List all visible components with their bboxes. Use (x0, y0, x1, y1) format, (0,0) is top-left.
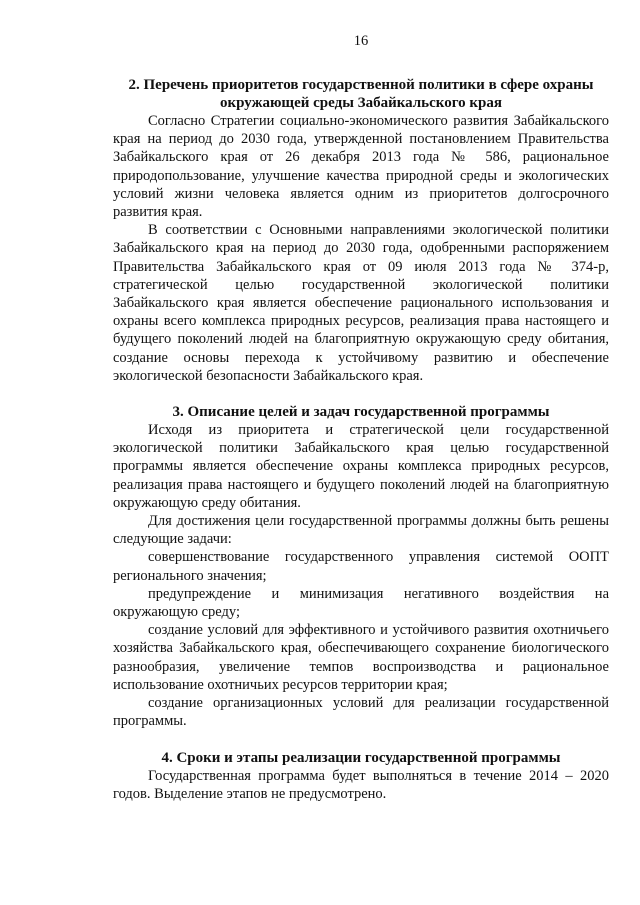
paragraph: В соответствии с Основными направлениями экологической политики Забайкальского края на период до 2030 года, одобренными распоряжением Правительства Забайкальского края от 09 июля 2013 года № 374-р, стратегической целью государственной экологической политики Забайкальского края является обеспечение рационального использования и охраны всего комплекса природных ресурсов, реализация права настоящего и будущего поколений людей на благоприятную окружающую среду обитания, создание основы перехода к устойчивому развитию и обеспечение экологической безопасности Забайкальского края. (113, 222, 609, 384)
section-timeline (113, 749, 609, 803)
section-heading: 4. Сроки и этапы реализации государственной программы (161, 749, 561, 766)
section-heading-line: 2. Перечень приоритетов государственной политики в сфере охраны (128, 77, 594, 93)
section-heading-line: окружающей среды Забайкальского края (220, 95, 502, 111)
section-heading: 3. Описание целей и задач государственной программы (172, 404, 550, 421)
section-heading (113, 76, 609, 112)
section-goals-tasks (113, 403, 609, 730)
section-priorities (113, 76, 609, 385)
list-item: создание условий для эффективного и устойчивого развития охотничьего хозяйства Забайкальского края, обеспечивающего сохранение биологического разнообразия, увеличение темпов воспроизводства и рациональное использование охотничьих ресурсов территории края; (113, 622, 609, 693)
paragraph: Для достижения цели государственной программы должны быть решены следующие задачи: (113, 513, 609, 548)
document-page (113, 32, 609, 803)
paragraph: Исходя из приоритета и стратегической цели государственной экологической политики Забайкальского края целью государственной программы является обеспечение охраны комплекса природных ресурсов, реализация права настоящего и будущего поколений людей на благоприятную окружающую среду обитания. (113, 422, 609, 511)
list-item: создание организационных условий для реализации государственной программы. (113, 695, 609, 730)
list-item: совершенствование государственного управления системой ООПТ регионального значения; (113, 549, 609, 584)
list-item: предупреждение и минимизация негативного воздействия на окружающую среду; (113, 585, 609, 621)
paragraph: Государственная программа будет выполняться в течение 2014 – 2020 годов. Выделение этапов не предусмотрено. (113, 767, 609, 802)
paragraph: Согласно Стратегии социально-экономического развития Забайкальского края на период до 2030 года, утвержденной постановлением Правительства Забайкальского края от 26 декабря 2013 года № 586, рациональное природопользование, улучшение качества природной среды и экологических условий жизни человека является одним из приоритетов долгосрочного развития края. (113, 113, 609, 221)
page-number: 16 (353, 33, 369, 49)
